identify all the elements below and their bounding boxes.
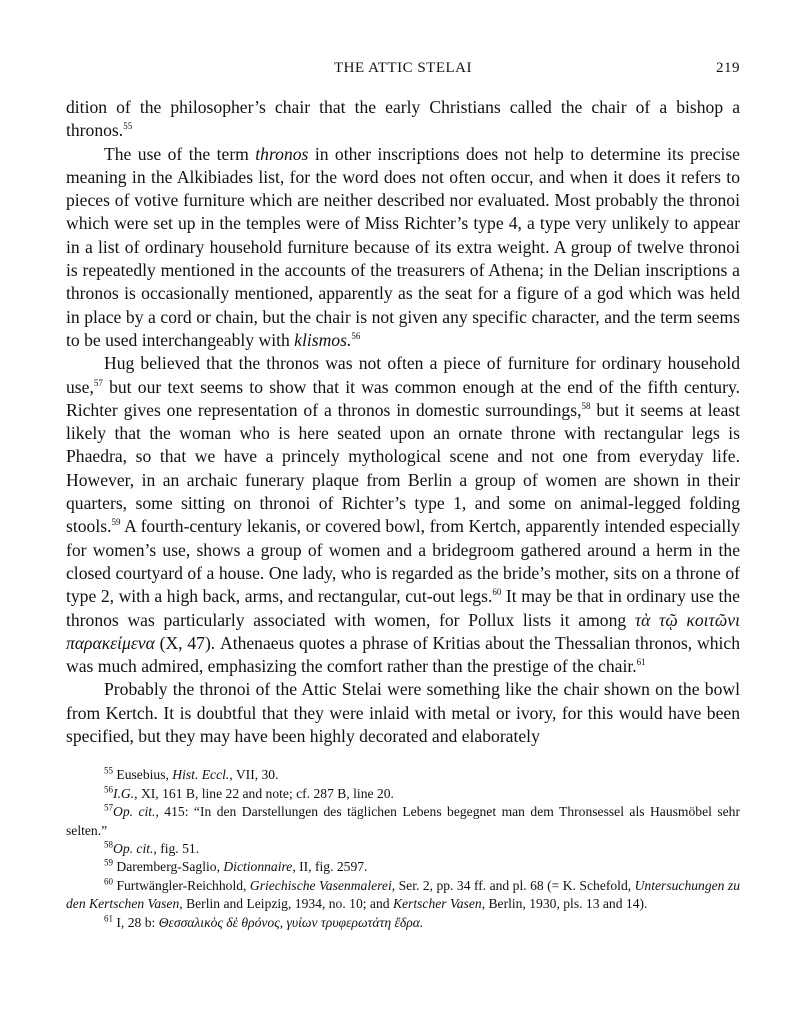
footnote-ref-55: 55 [123,121,133,132]
footnote-ref-58: 58 [581,401,591,411]
body-text [66,96,740,748]
footnote-60: $^{60}$ Furtwängler-Reichhold, Griechische Vasenmalerei, Ser. 2, pp. 34 ff. and pl. 68 (= K. Schefold, Untersuchungen zu den Kertschen Vasen, Berlin and Leipzig, 1934, no. 10; and Kertscher Vasen, Berlin, 1930, pls. 13 and 14). [66,876,740,912]
footnote-ref-61: 61 [636,657,646,668]
footnote-58: $^{58}$Op. cit., fig. 51. [104,839,200,856]
greek-phrase: τὰ τῷ κοιτῶνι παρακείμενα [66,609,740,653]
footnote-61: $^{61}$ I, 28 b: Θεσσαλικὸς δὲ θρόνος, γυίων τρυφερωτάτη ἕδρα. [104,913,424,930]
paragraph-4: Probably the thronoi of the Attic Stelai were something like the chair shown on the bowl from Kertch. It is doubtful that they were inlaid with metal or ivory, for this would have been specified, but they may have been highly decorated and elaborately [66,679,740,747]
page [66,60,740,932]
footnote-ref-56: 56 [351,331,361,342]
paragraph-1: dition of the philosopher’s chair that the early Christians called the chair of a bishop a thronos.$^{55}$ [66,97,740,141]
footnote-ref-57: 57 [93,377,103,388]
page-number: 219 [716,60,740,76]
footnote-56: $^{56}$I.G., XI, 161 B, line 22 and note; cf. 287 B, line 20. [104,784,394,801]
footnote-55: $^{55}$ Eusebius, Hist. Eccl., VII, 30. [104,765,279,783]
footnotes [66,766,740,932]
greek-quotation: Θεσσαλικὸς δὲ θρόνος, γυίων τρυφερωτάτη ἕδρα. [158,914,424,930]
running-title: THE ATTIC STELAI [334,60,472,76]
paragraph-2: The use of the term thronos in other inscriptions does not help to determine its precise meaning in the Alkibiades list, for the word does not often occur, and when it does it refers to pieces of votive furniture which are neither described nor evaluated. Most probably the thronoi which were set up in the temples were of Miss Richter’s type 4, a type very unlikely to appear in a list of ordinary household furniture because of its extra weight. A group of twelve thronoi is repeatedly mentioned in the accounts of the treasurers of Athena; in the Delian inscriptions a thronos is occasionally mentioned, apparently as the seat for a figure of a god which was held in place by a cord or chain, but the chair is not given any specific character, and the term seems to be used interchangeably with klismos.$^{56}$ [66,143,740,350]
running-header [66,60,740,82]
footnote-57: $^{57}$Op. cit., 415: “In den Darstellungen des täglichen Lebens begegnet man dem Thronsessel als Hausmöbel sehr selten.” [66,802,740,838]
footnote-ref-60: 60 [492,587,502,598]
footnote-59: $^{59}$ Daremberg-Saglio, Dictionnaire, II, fig. 2597. [104,857,368,875]
footnote-ref-59: 59 [111,517,121,528]
paragraph-3: Hug believed that the thronos was not often a piece of furniture for ordinary household use,$^{57}$ but our text seems to show that it was common enough at the end of the fifth century. Richter gives one representation of a thronos in domestic surroundings,$^{58}$ but it seems at least likely that the woman who is here seated upon an ornate throne with rectangular legs is Phaedra, so that we have a princely mythological scene and not one from everyday life. However, in an archaic funerary plaque from Berlin a group of women are shown in their quarters, some sitting on thronoi of Richter’s type 1, and some on animal-legged folding stools.$^{59}$ A fourth-century lekanis, or covered bowl, from Kertch, apparently intended especially for women’s use, shows a group of women and a bridegroom gathered around a herm in the closed courtyard of a house. One lady, who is regarded as the bride’s mother, sits on a throne of type 2, with a high back, arms, and rectangular, cut-out legs.$^{60}$ It may be that in ordinary use the thronos was particularly associated with women, for Pollux lists it among τὰ τῷ κοιτῶνι παρακείμενα (X, 47). Athenaeus quotes a phrase of Kritias about the Thessalian thronos, which was much admired, emphasizing the comfort rather than the prestige of the chair.$^{61}$ [66,353,740,677]
